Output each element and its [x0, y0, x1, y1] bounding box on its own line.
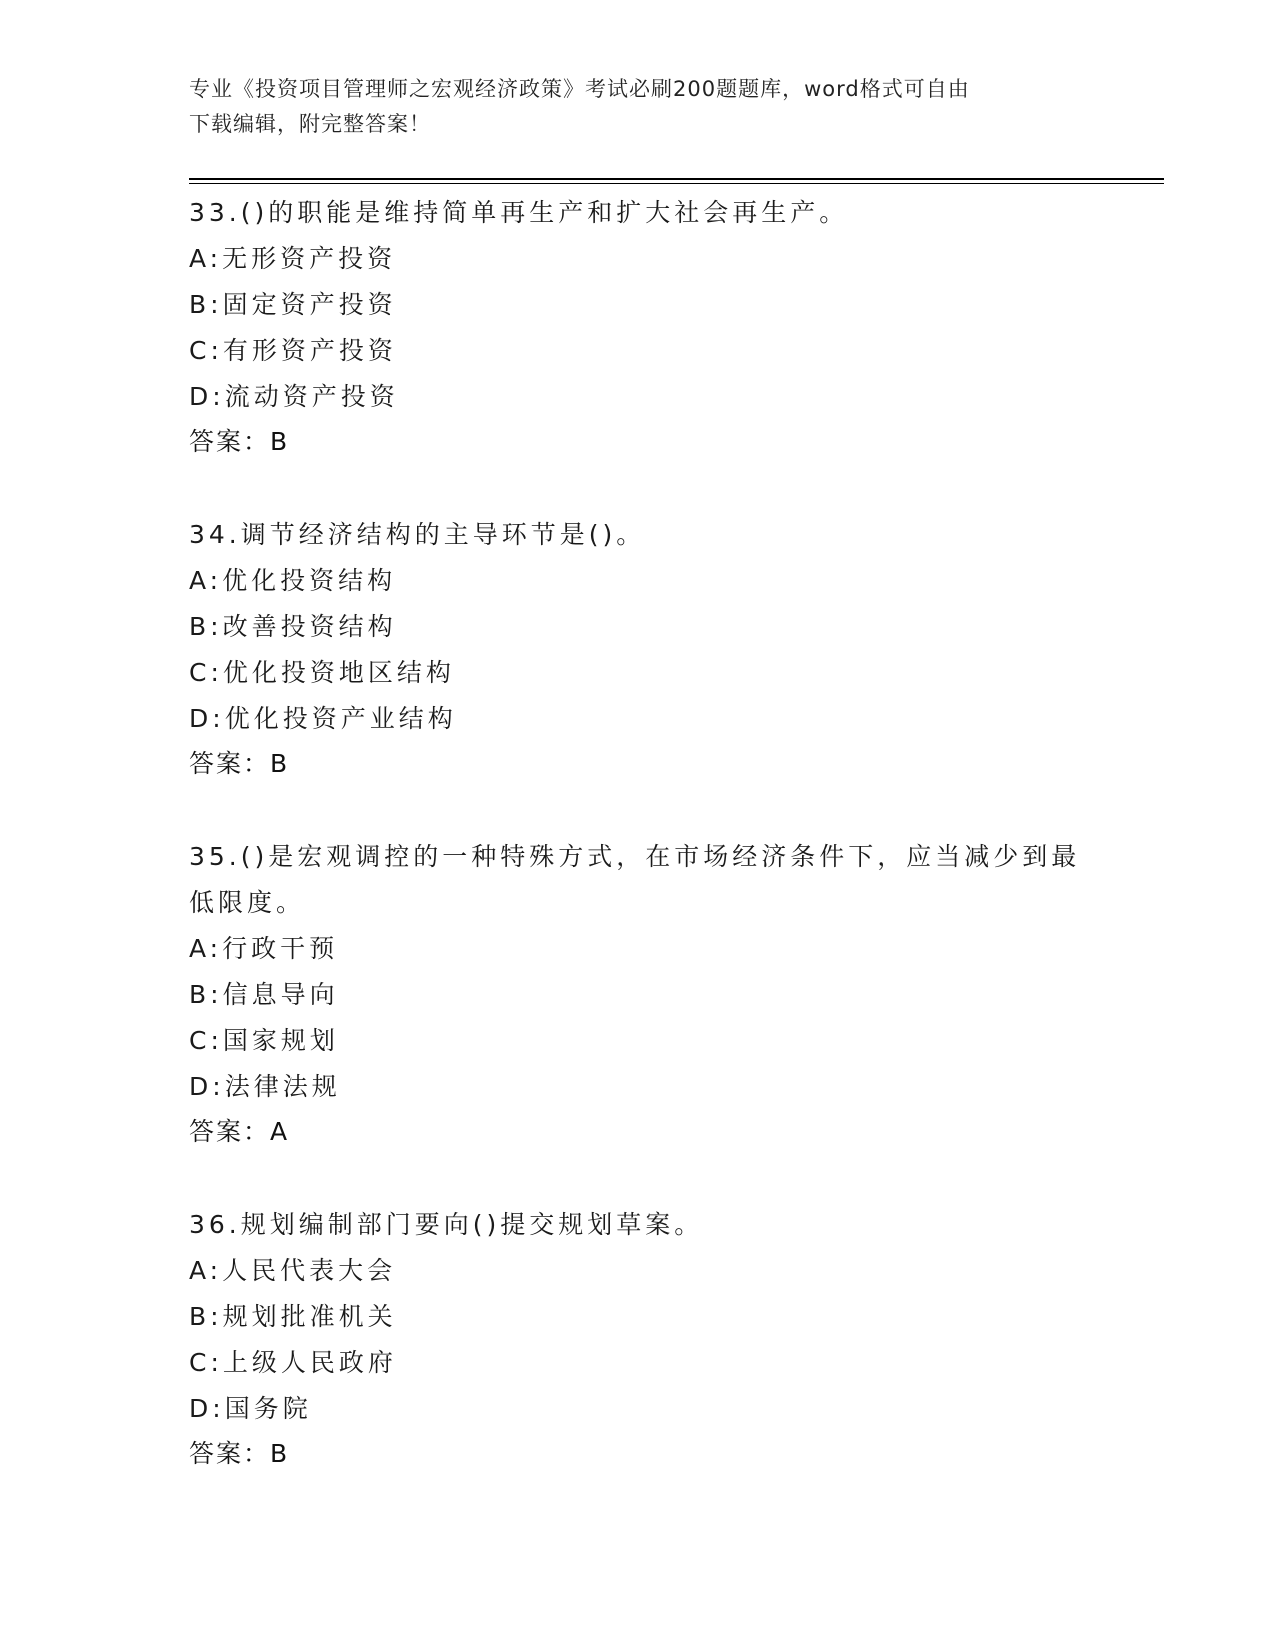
- option-d: [189, 1064, 1089, 1110]
- question-stem: 36.规划编制部门要向()提交规划草案。: [189, 1210, 704, 1239]
- question-list: [189, 190, 1089, 1524]
- option-letter: B:: [189, 980, 223, 1009]
- answer-line: 答案：B: [189, 427, 290, 456]
- header-line-1: 专业《投资项目管理师之宏观经济政策》考试必刷200题题库，word格式可自由: [189, 77, 970, 101]
- option-text: 规划批准机关: [222, 1302, 397, 1331]
- option-letter: B:: [189, 290, 223, 319]
- option-text: 人民代表大会: [222, 1256, 397, 1285]
- option-b: [189, 604, 1089, 650]
- option-letter: A:: [189, 934, 223, 963]
- header-divider-thick: [189, 178, 1164, 180]
- option-text: 有形资产投资: [222, 336, 397, 365]
- option-text: 无形资产投资: [222, 244, 397, 273]
- option-letter: A:: [189, 244, 223, 273]
- question-33: [189, 190, 1089, 464]
- answer-line: 答案：B: [189, 749, 290, 778]
- option-c: [189, 650, 1089, 696]
- question-stem: 34.调节经济结构的主导环节是()。: [189, 520, 646, 549]
- question-stem: 33.()的职能是维持简单再生产和扩大社会再生产。: [189, 198, 849, 227]
- option-letter: A:: [189, 566, 223, 595]
- option-text: 改善投资结构: [222, 612, 397, 641]
- question-34: [189, 512, 1089, 786]
- option-letter: D:: [189, 1072, 225, 1101]
- option-letter: C:: [189, 1348, 223, 1377]
- option-text: 优化投资产业结构: [224, 704, 457, 733]
- option-a: [189, 926, 1089, 972]
- option-text: 上级人民政府: [222, 1348, 397, 1377]
- question-35: [189, 834, 1089, 1154]
- option-c: [189, 328, 1089, 374]
- question-stem-line-2: 低限度。: [189, 888, 306, 917]
- option-c: [189, 1018, 1089, 1064]
- option-letter: D:: [189, 1394, 225, 1423]
- option-d: [189, 696, 1089, 742]
- option-text: 优化投资结构: [222, 566, 397, 595]
- option-letter: B:: [189, 1302, 223, 1331]
- option-letter: C:: [189, 658, 223, 687]
- option-letter: C:: [189, 336, 223, 365]
- question-36: [189, 1202, 1089, 1476]
- option-b: [189, 1294, 1089, 1340]
- question-stem-line-1: 35.()是宏观调控的一种特殊方式，在市场经济条件下，应当减少到最: [189, 842, 1081, 871]
- option-b: [189, 282, 1089, 328]
- option-text: 国家规划: [222, 1026, 339, 1055]
- option-text: 优化投资地区结构: [222, 658, 455, 687]
- option-text: 国务院: [224, 1394, 312, 1423]
- option-d: [189, 374, 1089, 420]
- option-b: [189, 972, 1089, 1018]
- option-d: [189, 1386, 1089, 1432]
- option-letter: A:: [189, 1256, 223, 1285]
- option-c: [189, 1340, 1089, 1386]
- option-a: [189, 558, 1089, 604]
- option-text: 流动资产投资: [224, 382, 399, 411]
- option-text: 固定资产投资: [222, 290, 397, 319]
- option-a: [189, 1248, 1089, 1294]
- option-letter: D:: [189, 382, 225, 411]
- header-divider-thin: [189, 183, 1164, 184]
- option-text: 信息导向: [222, 980, 339, 1009]
- answer-line: 答案：B: [189, 1439, 290, 1468]
- document-header: [189, 72, 1089, 142]
- option-letter: B:: [189, 612, 223, 641]
- option-letter: D:: [189, 704, 225, 733]
- answer-line: 答案：A: [189, 1117, 290, 1146]
- option-a: [189, 236, 1089, 282]
- header-line-2: 下载编辑，附完整答案！: [189, 112, 431, 136]
- option-text: 行政干预: [222, 934, 339, 963]
- option-letter: C:: [189, 1026, 223, 1055]
- option-text: 法律法规: [224, 1072, 341, 1101]
